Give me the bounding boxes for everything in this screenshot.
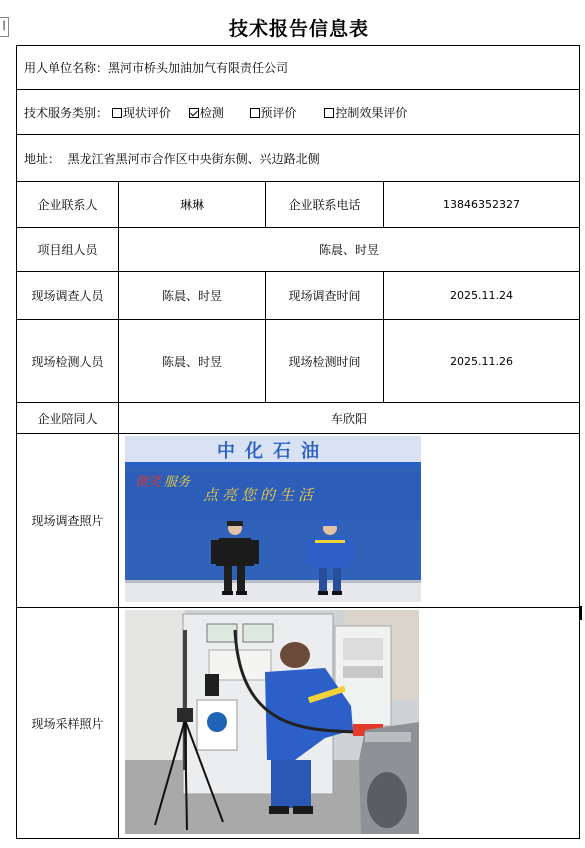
survey-time-value: 2025.11.24 xyxy=(384,272,580,320)
contact-value: 琳琳 xyxy=(119,182,266,228)
address-label: 地址： xyxy=(24,151,61,166)
sampling-photo-drawing xyxy=(125,610,419,834)
page-title: 技术报告信息表 xyxy=(228,18,369,40)
slogan-yellow-text: 服务 xyxy=(164,475,191,490)
survey-staff-value: 陈晨、时昱 xyxy=(119,272,266,320)
option-pre-evaluation[interactable] xyxy=(250,104,297,121)
row-survey-photo xyxy=(17,434,580,608)
slogan-line-2: 点亮您的生活 xyxy=(203,486,318,504)
sampling-photo-cell xyxy=(119,608,580,839)
contact-phone-value: 13846352327 xyxy=(384,182,580,228)
option-testing[interactable] xyxy=(189,104,224,121)
survey-time-label: 现场调查时间 xyxy=(266,272,384,320)
checkbox-control-effect-evaluation[interactable] xyxy=(324,108,334,118)
checkbox-testing[interactable] xyxy=(189,108,199,118)
survey-photo xyxy=(125,436,421,602)
row-escort xyxy=(17,403,580,434)
escort-label: 企业陪同人 xyxy=(17,403,119,434)
survey-photo-drawing xyxy=(125,436,421,602)
option-status-evaluation[interactable] xyxy=(112,104,171,121)
row-team xyxy=(17,228,580,272)
option-control-effect-evaluation[interactable] xyxy=(324,104,407,121)
row-address xyxy=(17,135,580,182)
survey-staff-label: 现场调查人员 xyxy=(17,272,119,320)
row-survey xyxy=(17,272,580,320)
option-label: 检测 xyxy=(199,105,224,120)
contact-label: 企业联系人 xyxy=(17,182,119,228)
row-contact xyxy=(17,182,580,228)
client-unit-label: 用人单位名称： xyxy=(24,61,109,75)
service-type-label: 技术服务类别： xyxy=(24,105,109,120)
team-label: 项目组人员 xyxy=(17,228,119,272)
address-value: 黑龙江省黑河市合作区中央街东侧、兴边路北侧 xyxy=(67,151,320,166)
escort-value: 车欣阳 xyxy=(119,403,580,434)
checkbox-status-evaluation[interactable] xyxy=(112,108,122,118)
client-unit-value: 黑河市桥头加油加气有限责任公司 xyxy=(108,61,289,75)
checkbox-pre-evaluation[interactable] xyxy=(250,108,260,118)
testing-time-label: 现场检测时间 xyxy=(266,320,384,403)
survey-photo-cell xyxy=(119,434,580,608)
testing-staff-label: 现场检测人员 xyxy=(17,320,119,403)
testing-time-value: 2025.11.26 xyxy=(384,320,580,403)
sampling-photo-label: 现场采样照片 xyxy=(17,608,119,839)
row-client-unit xyxy=(17,46,580,90)
side-tab[interactable]: | xyxy=(0,17,9,37)
text-cursor xyxy=(580,606,582,620)
slogan-red-text: 微笑 xyxy=(135,475,162,490)
contact-phone-label: 企业联系电话 xyxy=(266,182,384,228)
row-testing xyxy=(17,320,580,403)
row-sampling-photo xyxy=(17,608,580,839)
report-table xyxy=(16,45,580,839)
survey-photo-label: 现场调查照片 xyxy=(17,434,119,608)
sign-title: 中化石油 xyxy=(217,441,329,462)
option-label: 控制效果评价 xyxy=(335,105,408,120)
row-service-type xyxy=(17,90,580,135)
option-label: 现状评价 xyxy=(122,105,171,120)
team-value: 陈晨、时昱 xyxy=(119,228,580,272)
client-unit-cell xyxy=(17,46,580,90)
testing-staff-value: 陈晨、时昱 xyxy=(119,320,266,403)
option-label: 预评价 xyxy=(260,105,297,120)
sampling-photo xyxy=(125,610,419,834)
service-type-cell xyxy=(17,90,580,135)
address-cell xyxy=(17,135,580,182)
